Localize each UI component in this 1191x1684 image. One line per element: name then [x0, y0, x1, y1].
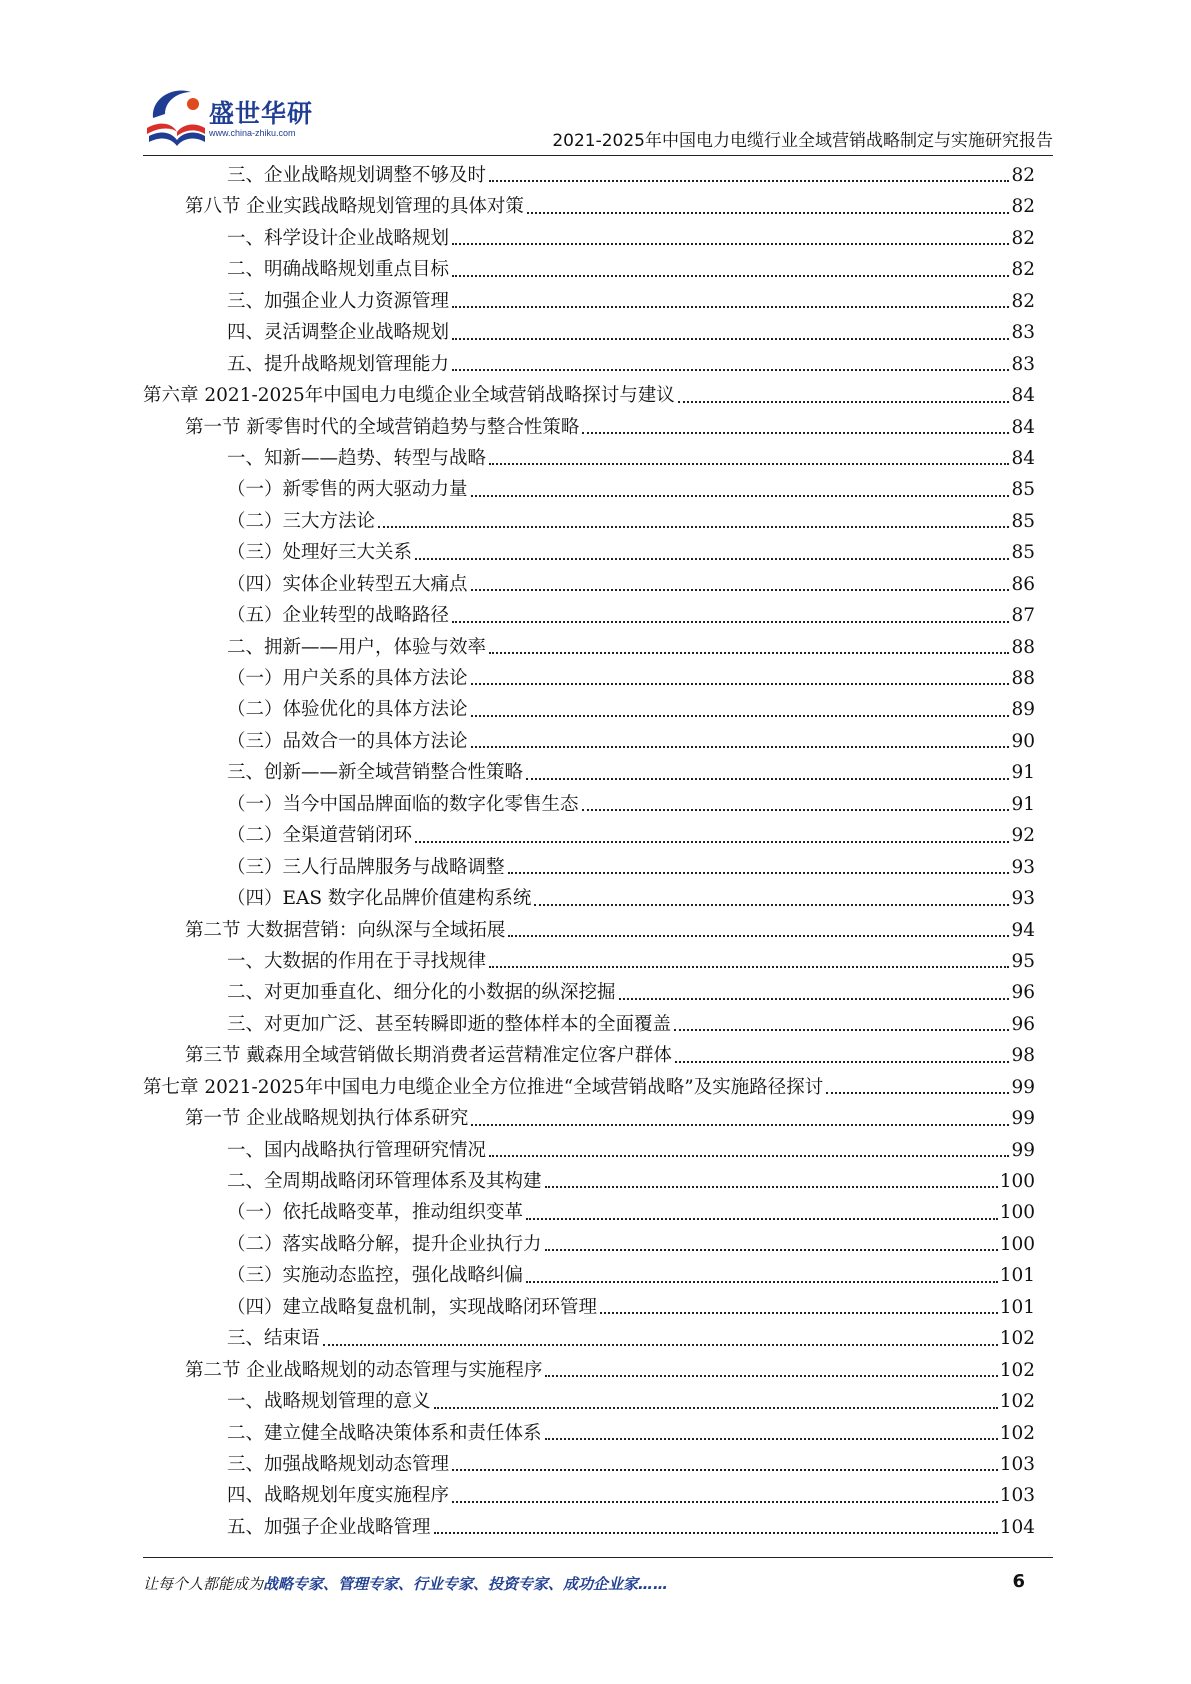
toc-entry-page: 96 [1011, 982, 1035, 1004]
toc-dot-leader [526, 778, 1009, 780]
footer-slogan [143, 1573, 668, 1594]
header-divider [143, 155, 1053, 156]
toc-entry-page: 99 [1011, 1108, 1035, 1130]
toc-entry[interactable] [143, 1009, 1035, 1040]
toc-entry[interactable] [143, 1260, 1035, 1291]
toc-entry-title: 一、战略规划管理的意义 [227, 1391, 431, 1413]
toc-dot-leader [471, 495, 1010, 497]
toc-dot-leader [452, 275, 1009, 277]
toc-entry-page: 85 [1011, 510, 1035, 532]
toc-entry[interactable] [143, 349, 1035, 380]
slogan-highlight: 战略专家、管理专家、行业专家、投资专家、成功企业家…… [263, 1575, 669, 1593]
table-of-contents [143, 160, 1035, 1543]
toc-entry[interactable] [143, 726, 1035, 757]
toc-entry-title: 三、创新——新全域营销整合性策略 [227, 762, 524, 784]
toc-entry-page: 91 [1011, 793, 1035, 815]
toc-dot-leader [323, 1344, 998, 1346]
toc-entry-page: 102 [999, 1359, 1035, 1381]
toc-dot-leader [452, 621, 1009, 623]
toc-entry-title: 一、大数据的作用在于寻找规律 [227, 950, 487, 972]
toc-entry-page: 95 [1011, 950, 1035, 972]
toc-entry-title: （四）EAS 数字化品牌价值建构系统 [227, 888, 532, 910]
toc-entry[interactable] [143, 474, 1035, 505]
toc-entry-page: 84 [1011, 416, 1035, 438]
toc-entry-page: 93 [1011, 856, 1035, 878]
logo-emblem-icon [143, 84, 207, 150]
toc-entry[interactable] [143, 694, 1035, 725]
toc-entry-title: 五、提升战略规划管理能力 [227, 353, 450, 375]
toc-entry-title: 三、对更加广泛、甚至转瞬即逝的整体样本的全面覆盖 [227, 1013, 672, 1035]
toc-dot-leader [415, 841, 1009, 843]
toc-dot-leader [452, 243, 1009, 245]
toc-entry-title: 五、加强子企业战略管理 [227, 1516, 431, 1538]
toc-entry-title: （三）品效合一的具体方法论 [227, 730, 468, 752]
toc-entry[interactable] [143, 254, 1035, 285]
toc-dot-leader [675, 1061, 1010, 1063]
toc-dot-leader [489, 463, 1009, 465]
toc-entry[interactable] [143, 600, 1035, 631]
toc-dot-leader [415, 558, 1009, 560]
toc-entry[interactable] [143, 632, 1035, 663]
toc-entry-title: （三）实施动态监控，强化战略纠偏 [227, 1265, 524, 1287]
toc-entry[interactable] [143, 1323, 1035, 1354]
toc-entry-page: 99 [1011, 1076, 1035, 1098]
toc-dot-leader [434, 1407, 998, 1409]
toc-entry-title: 三、结束语 [227, 1328, 320, 1350]
toc-entry-title: 二、对更加垂直化、细分化的小数据的纵深挖掘 [227, 982, 616, 1004]
toc-dot-leader [471, 746, 1010, 748]
toc-entry-title: 四、灵活调整企业战略规划 [227, 322, 450, 344]
toc-entry[interactable] [143, 286, 1035, 317]
toc-entry[interactable] [143, 1103, 1035, 1134]
toc-entry[interactable] [143, 1418, 1035, 1449]
toc-entry-title: （二）三大方法论 [227, 510, 376, 532]
toc-entry-page: 93 [1011, 888, 1035, 910]
toc-entry-page: 85 [1011, 542, 1035, 564]
toc-entry-title: 二、明确战略规划重点目标 [227, 259, 450, 281]
toc-dot-leader [471, 1124, 1009, 1126]
toc-entry[interactable] [143, 820, 1035, 851]
toc-entry-page: 104 [999, 1516, 1035, 1538]
toc-dot-leader [434, 1532, 998, 1534]
toc-entry-page: 91 [1011, 762, 1035, 784]
toc-entry[interactable] [143, 1135, 1035, 1166]
toc-entry[interactable] [143, 1480, 1035, 1511]
toc-entry-page: 103 [999, 1453, 1035, 1475]
toc-entry-title: （二）落实战略分解，提升企业执行力 [227, 1233, 542, 1255]
toc-dot-leader [452, 338, 1009, 340]
toc-entry-title: 四、战略规划年度实施程序 [227, 1485, 450, 1507]
toc-entry-page: 99 [1011, 1139, 1035, 1161]
toc-entry[interactable] [143, 663, 1035, 694]
toc-entry-title: （一）当今中国品牌面临的数字化零售生态 [227, 793, 579, 815]
logo-url: www.china-zhiku.com [209, 128, 296, 138]
toc-entry[interactable] [143, 412, 1035, 443]
toc-entry-page: 82 [1011, 259, 1035, 281]
toc-entry-page: 100 [999, 1233, 1035, 1255]
toc-dot-leader [378, 526, 1009, 528]
toc-entry-page: 83 [1011, 353, 1035, 375]
toc-dot-leader [452, 306, 1009, 308]
toc-entry-title: 三、加强企业人力资源管理 [227, 290, 450, 312]
page-number: 6 [1012, 1571, 1025, 1592]
toc-entry-title: （三）三人行品牌服务与战略调整 [227, 856, 505, 878]
toc-dot-leader [489, 180, 1009, 182]
toc-entry-page: 89 [1011, 699, 1035, 721]
toc-dot-leader [582, 432, 1009, 434]
toc-entry-title: 三、加强战略规划动态管理 [227, 1453, 450, 1475]
toc-entry[interactable] [143, 317, 1035, 348]
toc-entry-page: 82 [1011, 196, 1035, 218]
toc-entry[interactable] [143, 915, 1035, 946]
toc-entry[interactable] [143, 443, 1035, 474]
toc-entry-title: 二、建立健全战略决策体系和责任体系 [227, 1422, 542, 1444]
toc-dot-leader [452, 369, 1009, 371]
toc-entry[interactable] [143, 1292, 1035, 1323]
toc-dot-leader [526, 1281, 998, 1283]
toc-entry[interactable] [143, 506, 1035, 537]
toc-entry[interactable] [143, 852, 1035, 883]
toc-entry[interactable] [143, 1355, 1035, 1386]
toc-dot-leader [674, 1029, 1009, 1031]
toc-entry-page: 84 [1011, 385, 1035, 407]
toc-entry[interactable] [143, 883, 1035, 914]
toc-entry-page: 90 [1011, 730, 1035, 752]
toc-entry-title: （一）用户关系的具体方法论 [227, 668, 468, 689]
toc-dot-leader [545, 1186, 998, 1188]
toc-dot-leader [678, 401, 1010, 403]
toc-dot-leader [527, 212, 1010, 214]
toc-dot-leader [489, 652, 1009, 654]
toc-entry-page: 88 [1011, 668, 1035, 689]
toc-dot-leader [508, 872, 1010, 874]
toc-entry-title: 第六章 2021-2025年中国电力电缆企业全域营销战略探讨与建议 [143, 385, 675, 407]
toc-entry-title: 第二节 企业战略规划的动态管理与实施程序 [185, 1359, 543, 1381]
toc-entry-page: 82 [1011, 290, 1035, 312]
toc-entry-title: 第三节 戴森用全域营销做长期消费者运营精准定位客户群体 [185, 1045, 672, 1067]
toc-entry[interactable] [143, 1166, 1035, 1197]
toc-dot-leader [619, 998, 1010, 1000]
toc-entry[interactable] [143, 789, 1035, 820]
toc-entry[interactable] [143, 977, 1035, 1008]
toc-dot-leader [489, 966, 1009, 968]
toc-dot-leader [471, 715, 1010, 717]
page-header [143, 78, 1053, 152]
toc-entry[interactable] [143, 191, 1035, 222]
company-logo [143, 84, 323, 150]
toc-entry-page: 102 [999, 1328, 1035, 1350]
toc-entry[interactable] [143, 223, 1035, 254]
toc-entry-page: 83 [1011, 322, 1035, 344]
toc-entry-page: 96 [1011, 1013, 1035, 1035]
toc-dot-leader [508, 935, 1009, 937]
toc-dot-leader [534, 904, 1009, 906]
toc-entry[interactable] [143, 1449, 1035, 1480]
toc-entry-page: 82 [1011, 165, 1035, 186]
toc-entry-page: 100 [999, 1171, 1035, 1192]
toc-entry-title: 二、全周期战略闭环管理体系及其构建 [227, 1171, 542, 1192]
toc-entry-title: 第七章 2021-2025年中国电力电缆企业全方位推进“全域营销战略”及实施路径探讨 [143, 1076, 824, 1098]
toc-entry-page: 82 [1011, 227, 1035, 249]
toc-dot-leader [452, 1501, 998, 1503]
toc-entry-title: 三、企业战略规划调整不够及时 [227, 165, 487, 186]
toc-entry-page: 101 [999, 1265, 1035, 1287]
toc-dot-leader [489, 1155, 1009, 1157]
toc-entry-title: （三）处理好三大关系 [227, 542, 413, 564]
toc-entry[interactable] [143, 160, 1035, 191]
toc-dot-leader [545, 1249, 998, 1251]
toc-entry-page: 94 [1011, 919, 1035, 941]
slogan-prefix: 让每个人都能成为 [143, 1575, 264, 1593]
toc-entry-page: 87 [1011, 605, 1035, 627]
toc-dot-leader [826, 1092, 1009, 1094]
toc-entry[interactable] [143, 1072, 1035, 1103]
toc-dot-leader [545, 1375, 997, 1377]
toc-dot-leader [471, 589, 1010, 591]
toc-entry-title: （四）建立战略复盘机制，实现战略闭环管理 [227, 1296, 598, 1318]
toc-entry-page: 92 [1011, 825, 1035, 847]
toc-dot-leader [545, 1438, 998, 1440]
toc-entry-page: 103 [999, 1485, 1035, 1507]
toc-entry[interactable] [143, 1386, 1035, 1417]
toc-dot-leader [471, 683, 1010, 685]
toc-entry-page: 85 [1011, 479, 1035, 501]
toc-dot-leader [452, 1469, 998, 1471]
toc-entry-title: 一、科学设计企业战略规划 [227, 227, 450, 249]
toc-entry-title: （一）新零售的两大驱动力量 [227, 479, 468, 501]
toc-entry[interactable] [143, 569, 1035, 600]
toc-dot-leader [600, 1312, 998, 1314]
toc-entry-page: 102 [999, 1391, 1035, 1413]
toc-entry[interactable] [143, 537, 1035, 568]
toc-entry-title: 一、国内战略执行管理研究情况 [227, 1139, 487, 1161]
report-title: 2021-2025年中国电力电缆行业全域营销战略制定与实施研究报告 [552, 131, 1053, 151]
toc-entry-title: （二）全渠道营销闭环 [227, 825, 413, 847]
toc-entry-title: 二、拥新——用户，体验与效率 [227, 636, 487, 658]
toc-entry[interactable] [143, 1512, 1035, 1543]
toc-dot-leader [582, 809, 1010, 811]
toc-entry-title: 第一节 新零售时代的全域营销趋势与整合性策略 [185, 416, 580, 438]
toc-entry-page: 86 [1011, 573, 1035, 595]
toc-entry-title: 第八节 企业实践战略规划管理的具体对策 [185, 196, 524, 218]
toc-dot-leader [526, 1218, 998, 1220]
toc-entry-title: （五）企业转型的战略路径 [227, 605, 450, 627]
toc-entry-page: 98 [1011, 1045, 1035, 1067]
toc-entry-title: （四）实体企业转型五大痛点 [227, 573, 468, 595]
toc-entry[interactable] [143, 1197, 1035, 1228]
page-footer [143, 1571, 1053, 1597]
toc-entry-title: （一）依托战略变革，推动组织变革 [227, 1202, 524, 1224]
logo-name: 盛世华研 [209, 99, 314, 128]
footer-divider [143, 1557, 1053, 1558]
toc-entry-page: 101 [999, 1296, 1035, 1318]
toc-entry-page: 84 [1011, 447, 1035, 469]
toc-entry-title: 第一节 企业战略规划执行体系研究 [185, 1108, 469, 1130]
toc-entry-page: 100 [999, 1202, 1035, 1224]
toc-entry-title: 第二节 大数据营销：向纵深与全域拓展 [185, 919, 506, 941]
toc-entry-title: （二）体验优化的具体方法论 [227, 699, 468, 721]
toc-entry[interactable] [143, 380, 1035, 411]
toc-entry[interactable] [143, 757, 1035, 788]
toc-entry[interactable] [143, 1040, 1035, 1071]
toc-entry-page: 102 [999, 1422, 1035, 1444]
toc-entry-page: 88 [1011, 636, 1035, 658]
toc-entry[interactable] [143, 1229, 1035, 1260]
toc-entry[interactable] [143, 946, 1035, 977]
toc-entry-title: 一、知新——趋势、转型与战略 [227, 447, 487, 469]
